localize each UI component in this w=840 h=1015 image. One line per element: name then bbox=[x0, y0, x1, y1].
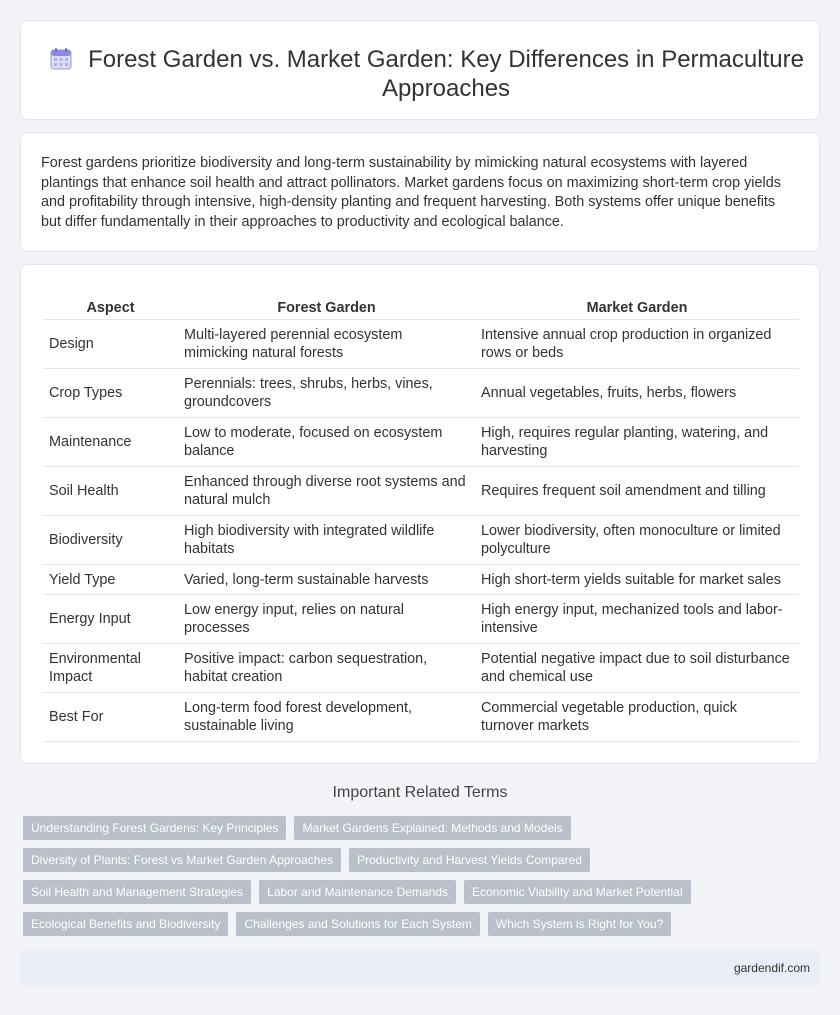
cell-forest: Enhanced through diverse root systems and natural mulch bbox=[178, 467, 475, 516]
cell-forest: Positive impact: carbon sequestration, habitat creation bbox=[178, 644, 475, 693]
cell-aspect: Energy Input bbox=[43, 595, 178, 644]
footer bbox=[20, 951, 820, 985]
related-term-link[interactable]: Understanding Forest Gardens: Key Principles bbox=[23, 816, 286, 840]
comparison-table bbox=[43, 295, 799, 742]
related-term-link[interactable]: Economic Viability and Market Potential bbox=[464, 880, 691, 904]
intro-text: Forest gardens prioritize biodiversity and long-term sustainability by mimicking natural ecosystems with layered plantings that enhance soil health and attract pollinators. Market gardens focus on maximizing short-term crop yields and profitability through intensive, high-density planting and frequent harvesting. Both systems offer unique benefits but differ fundamentally in their approaches to productivity and ecological balance. bbox=[41, 155, 781, 230]
table-header-row bbox=[43, 295, 799, 320]
intro-card bbox=[20, 132, 820, 252]
tag-row bbox=[23, 880, 823, 904]
cell-aspect: Crop Types bbox=[43, 369, 178, 418]
cell-market: Intensive annual crop production in organized rows or beds bbox=[475, 320, 799, 369]
related-terms-title: Important Related Terms bbox=[332, 784, 508, 801]
related-term-link[interactable]: Market Gardens Explained: Methods and Models bbox=[294, 816, 570, 840]
table-row bbox=[43, 369, 799, 418]
cell-market: Requires frequent soil amendment and tilling bbox=[475, 467, 799, 516]
cell-market: Commercial vegetable production, quick turnover markets bbox=[475, 693, 799, 742]
cell-aspect: Maintenance bbox=[43, 418, 178, 467]
table-row bbox=[43, 644, 799, 693]
tag-row bbox=[23, 816, 823, 840]
tag-row bbox=[23, 912, 823, 936]
cell-market: High short-term yields suitable for market sales bbox=[475, 565, 799, 595]
cell-market: Annual vegetables, fruits, herbs, flowers bbox=[475, 369, 799, 418]
related-term-link[interactable]: Ecological Benefits and Biodiversity bbox=[23, 912, 228, 936]
cell-forest: High biodiversity with integrated wildlife habitats bbox=[178, 516, 475, 565]
related-term-link[interactable]: Challenges and Solutions for Each System bbox=[236, 912, 479, 936]
cell-market: Potential negative impact due to soil disturbance and chemical use bbox=[475, 644, 799, 693]
related-term-link[interactable]: Diversity of Plants: Forest vs Market Garden Approaches bbox=[23, 848, 341, 872]
related-term-link[interactable]: Which System is Right for You? bbox=[488, 912, 671, 936]
cell-forest: Perennials: trees, shrubs, herbs, vines, groundcovers bbox=[178, 369, 475, 418]
calendar-icon bbox=[49, 47, 73, 71]
related-term-link[interactable]: Soil Health and Management Strategies bbox=[23, 880, 251, 904]
footer-site-link[interactable]: gardendif.com bbox=[733, 961, 810, 975]
header-aspect: Aspect bbox=[43, 295, 178, 320]
related-term-link[interactable]: Productivity and Harvest Yields Compared bbox=[349, 848, 590, 872]
table-row bbox=[43, 565, 799, 595]
tag-row bbox=[23, 848, 823, 872]
cell-forest: Multi-layered perennial ecosystem mimicking natural forests bbox=[178, 320, 475, 369]
cell-market: High energy input, mechanized tools and labor-intensive bbox=[475, 595, 799, 644]
cell-market: High, requires regular planting, watering, and harvesting bbox=[475, 418, 799, 467]
title-card bbox=[20, 20, 820, 120]
table-row bbox=[43, 595, 799, 644]
cell-forest: Low energy input, relies on natural processes bbox=[178, 595, 475, 644]
cell-aspect: Biodiversity bbox=[43, 516, 178, 565]
cell-forest: Long-term food forest development, sustainable living bbox=[178, 693, 475, 742]
table-row bbox=[43, 516, 799, 565]
cell-aspect: Design bbox=[43, 320, 178, 369]
related-terms-list bbox=[23, 816, 823, 944]
cell-aspect: Yield Type bbox=[43, 565, 178, 595]
table-row bbox=[43, 693, 799, 742]
page-title: Forest Garden vs. Market Garden: Key Differences in Permaculture Approaches bbox=[88, 46, 804, 102]
cell-aspect: Soil Health bbox=[43, 467, 178, 516]
cell-market: Lower biodiversity, often monoculture or limited polyculture bbox=[475, 516, 799, 565]
table-row bbox=[43, 467, 799, 516]
table-row bbox=[43, 320, 799, 369]
cell-aspect: Best For bbox=[43, 693, 178, 742]
header-market-garden: Market Garden bbox=[475, 295, 799, 320]
cell-forest: Low to moderate, focused on ecosystem balance bbox=[178, 418, 475, 467]
cell-aspect: Environmental Impact bbox=[43, 644, 178, 693]
comparison-card bbox=[20, 264, 820, 764]
table-row bbox=[43, 418, 799, 467]
header-forest-garden: Forest Garden bbox=[178, 295, 475, 320]
related-term-link[interactable]: Labor and Maintenance Demands bbox=[259, 880, 456, 904]
cell-forest: Varied, long-term sustainable harvests bbox=[178, 565, 475, 595]
